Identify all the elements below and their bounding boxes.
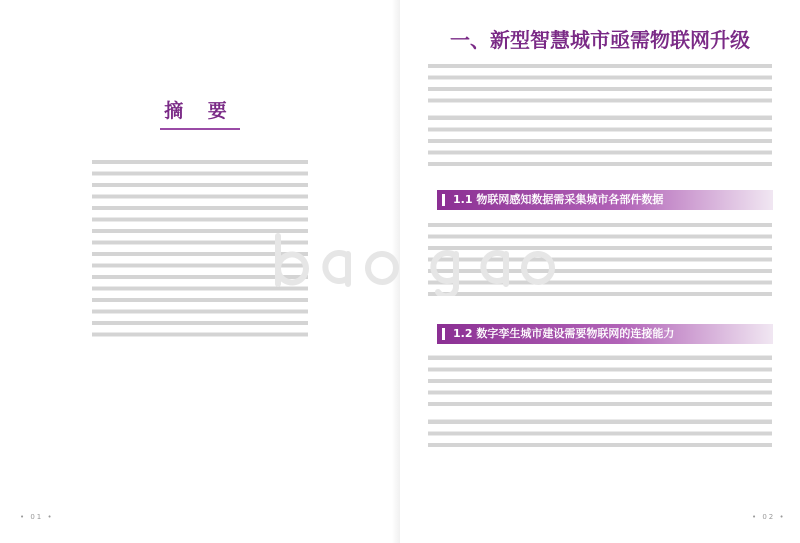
section-1-1-heading: 1.1 物联网感知数据需采集城市各部件数据 xyxy=(437,190,773,210)
section-1-1-paragraph xyxy=(428,219,772,299)
page-number-left: • 01 • xyxy=(20,513,54,521)
intro-paragraph-2 xyxy=(428,112,772,170)
intro-paragraph-1 xyxy=(428,60,772,106)
page-number-right: • 02 • xyxy=(752,513,786,521)
section-1-2-paragraph-1 xyxy=(428,352,772,410)
chapter-title: 一、新型智慧城市亟需物联网升级 xyxy=(450,28,750,52)
abstract-paragraph xyxy=(92,156,308,340)
section-1-2-paragraph-2 xyxy=(428,416,772,451)
section-1-2-heading: 1.2 数字孪生城市建设需要物联网的连接能力 xyxy=(437,324,773,344)
abstract-divider xyxy=(160,128,240,130)
abstract-heading: 摘 要 xyxy=(164,100,236,122)
